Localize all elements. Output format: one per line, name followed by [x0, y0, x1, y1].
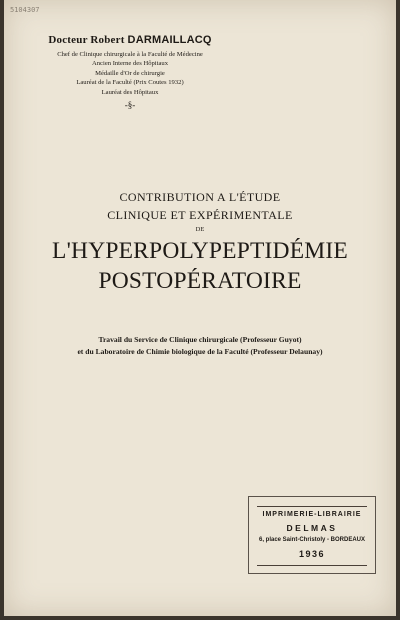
publisher-rule-bottom: [257, 565, 367, 566]
publisher-address: 6, place Saint-Christoly - BORDEAUX: [258, 537, 366, 543]
author-first-name: Docteur Robert: [48, 34, 125, 46]
ornament: -§-: [124, 100, 136, 111]
author-surname: DARMAILLACQ: [127, 34, 212, 46]
author-name: [28, 34, 232, 46]
work-attribution: [22, 334, 378, 358]
author-credential: Lauréat des Hôpitaux: [101, 88, 159, 96]
corner-mark: 5104307: [10, 6, 40, 14]
publisher-city: DELMAS: [286, 523, 338, 533]
publisher-box: [248, 496, 376, 574]
work-line-2: et du Laboratoire de Chimie biologique de la Faculté (Professeur Delaunay): [77, 347, 323, 356]
publication-year: 1936: [298, 549, 326, 559]
publisher-name: IMPRIMERIE-LIBRAIRIE: [262, 511, 362, 518]
main-title-line-2: POSTOPÉRATOIRE: [98, 268, 302, 294]
title-connector: DE: [195, 226, 205, 233]
publisher-rule-top: [257, 506, 367, 507]
author-block: [28, 34, 232, 110]
book-cover: [4, 0, 396, 616]
author-credential: Chef de Clinique chirurgicale à la Faculté de Médecine: [57, 51, 203, 58]
title-block: [4, 188, 396, 296]
author-credential: Ancien Interne des Hôpitaux: [92, 60, 168, 68]
title-line-1: CONTRIBUTION A L'ÉTUDE: [119, 190, 281, 204]
work-line-1: Travail du Service de Clinique chirurgicale (Professeur Guyot): [98, 335, 302, 344]
title-line-2: CLINIQUE ET EXPÉRIMENTALE: [107, 208, 293, 222]
author-credential: Lauréat de la Faculté (Prix Coutes 1932): [76, 79, 184, 87]
author-credential: Médaille d'Or de chirurgie: [95, 69, 165, 77]
main-title-line-1: L'HYPERPOLYPEPTIDÉMIE: [52, 238, 348, 264]
